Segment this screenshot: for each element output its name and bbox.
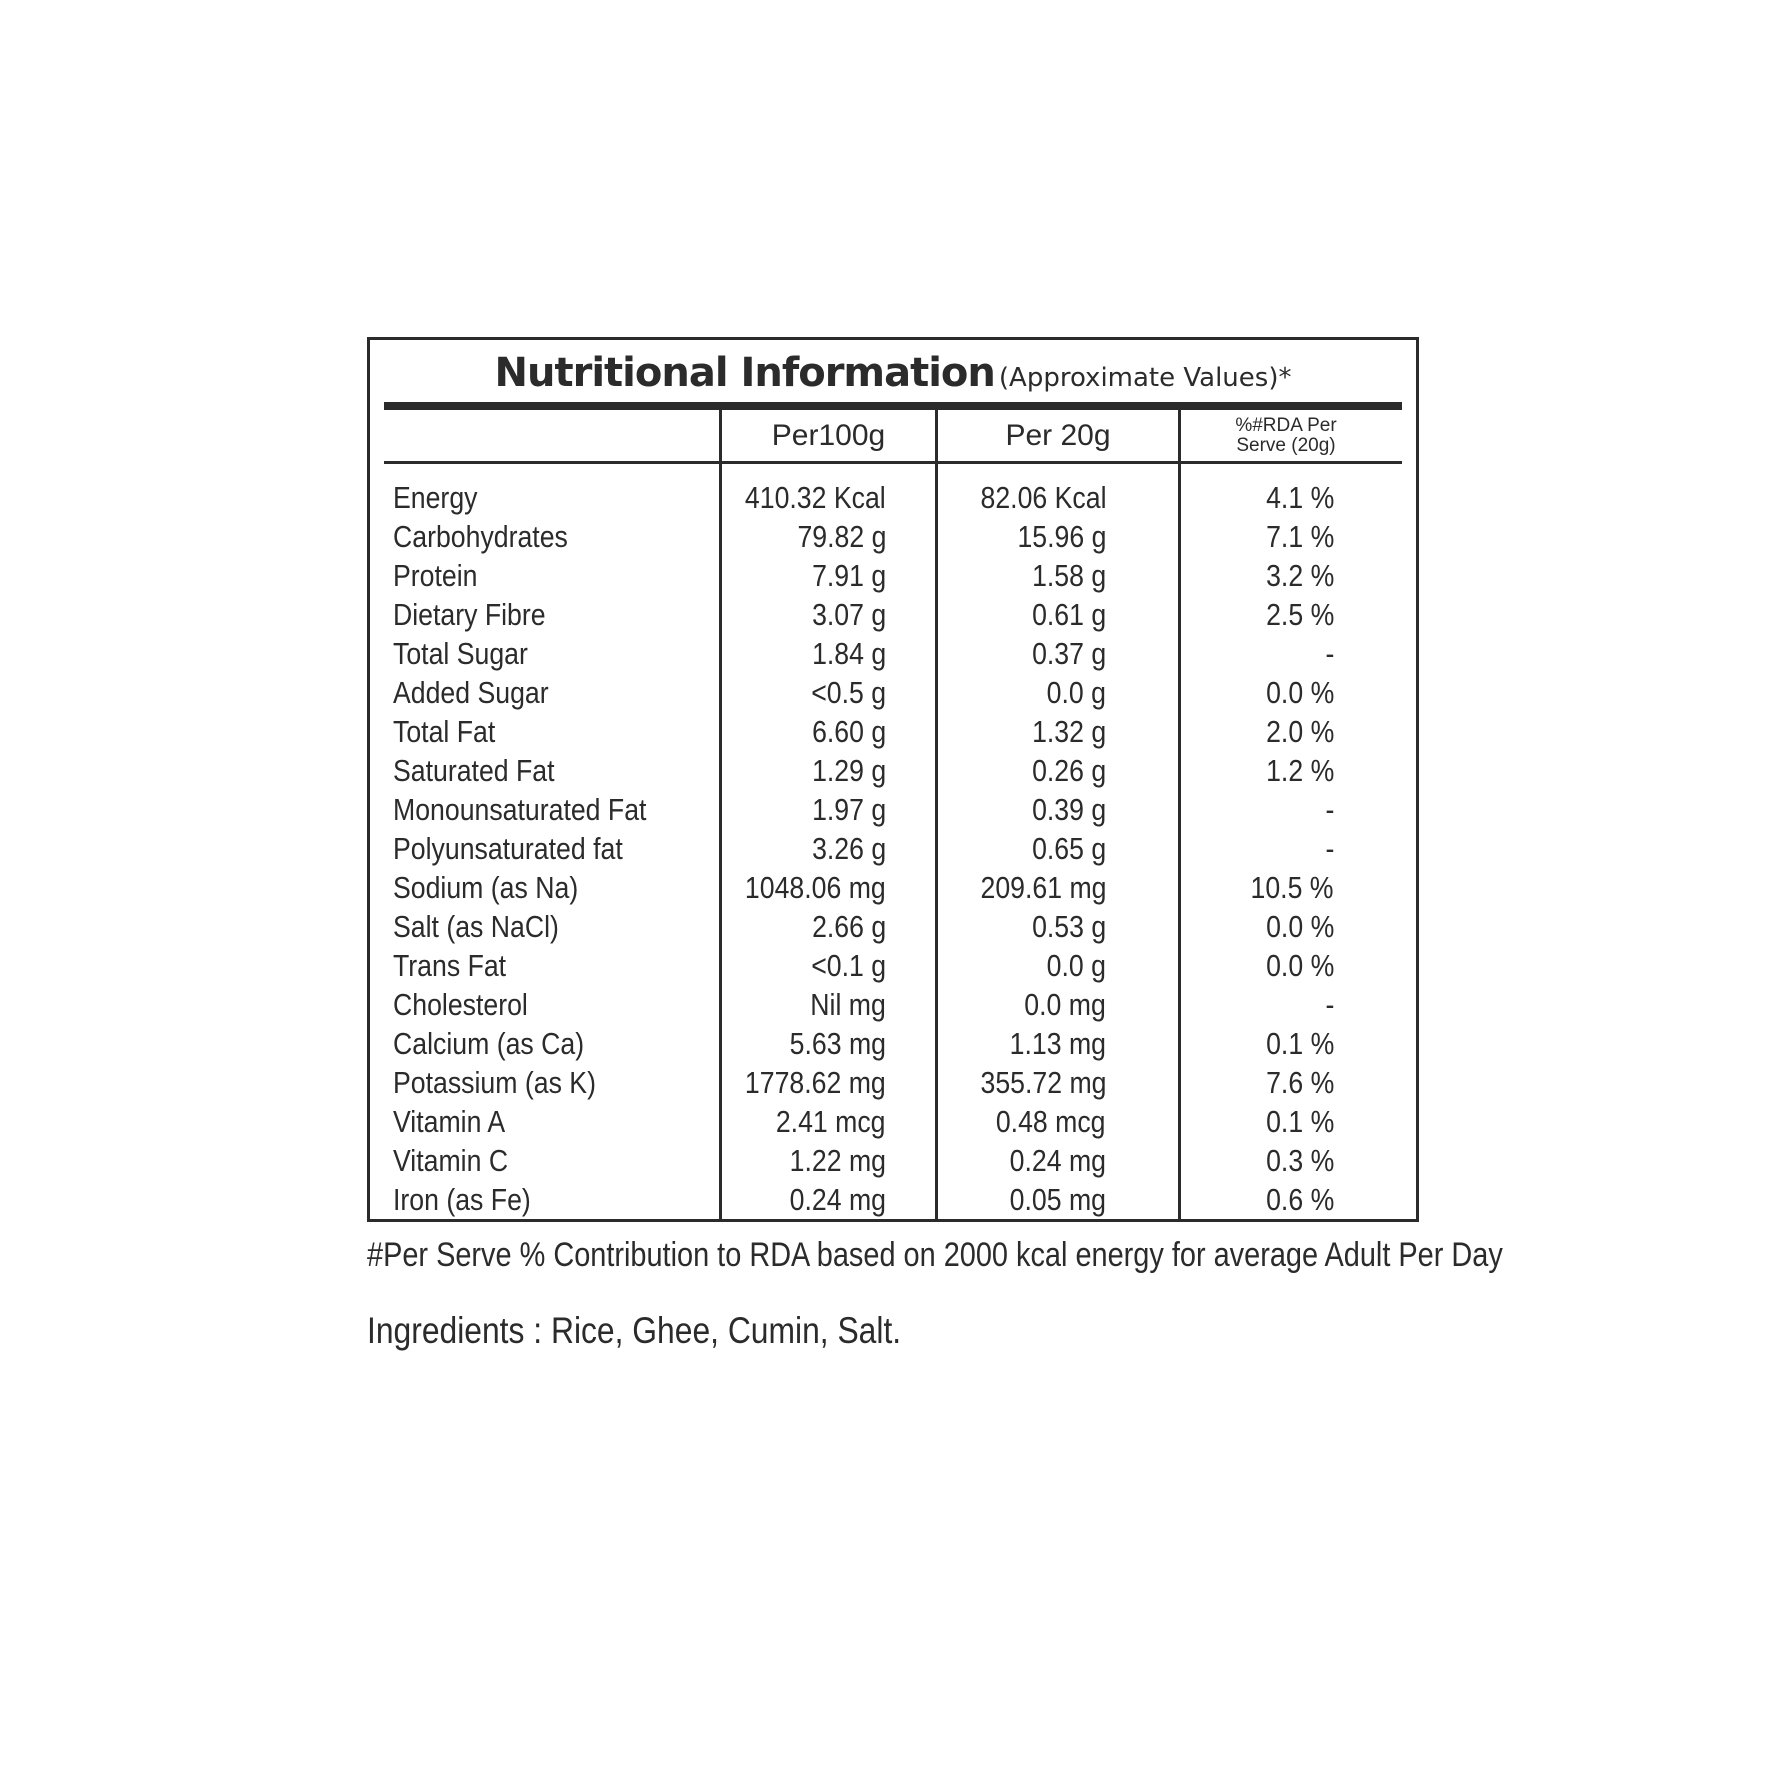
- value-per20g: 1.58 g: [1031, 558, 1106, 593]
- value-per20g: 0.61 g: [1031, 597, 1106, 632]
- table-row: [370, 712, 1416, 751]
- title-divider: [384, 402, 1402, 410]
- value-per20g: 0.24 mg: [1009, 1143, 1106, 1178]
- nutrient-name: Polyunsaturated fat: [393, 831, 623, 866]
- value-per20g: 15.96 g: [1017, 519, 1106, 554]
- value-per100g: 6.60 g: [811, 714, 886, 749]
- value-per100g: 1.84 g: [811, 636, 886, 671]
- table-row: [370, 790, 1416, 829]
- value-per20g: 0.53 g: [1031, 909, 1106, 944]
- value-rda: -: [1325, 831, 1334, 866]
- value-rda: 7.6 %: [1265, 1065, 1334, 1100]
- value-per100g: 1.22 mg: [789, 1143, 886, 1178]
- value-per20g: 82.06 Kcal: [980, 480, 1106, 515]
- value-rda: 3.2 %: [1265, 558, 1334, 593]
- value-per100g: 2.41 mcg: [776, 1104, 886, 1139]
- nutrition-panel: [367, 337, 1419, 1222]
- table-row: [370, 829, 1416, 868]
- table-row: [370, 634, 1416, 673]
- table-row: [370, 985, 1416, 1024]
- value-per20g: 0.0 g: [1046, 948, 1106, 983]
- value-per20g: 0.0 mg: [1024, 987, 1106, 1022]
- value-rda: 0.1 %: [1265, 1026, 1334, 1061]
- nutrient-name: Dietary Fibre: [393, 597, 546, 632]
- value-per100g: <0.1 g: [811, 948, 886, 983]
- value-rda: -: [1325, 987, 1334, 1022]
- value-rda: 0.0 %: [1265, 675, 1334, 710]
- value-rda: 7.1 %: [1265, 519, 1334, 554]
- table-row: [370, 517, 1416, 556]
- nutrient-name: Vitamin A: [393, 1104, 506, 1139]
- nutrient-name: Protein: [393, 558, 478, 593]
- ingredients-text: Ingredients : Rice, Ghee, Cumin, Salt.: [367, 1310, 902, 1351]
- table-row: [370, 907, 1416, 946]
- table-row: [370, 1024, 1416, 1063]
- value-rda: 0.6 %: [1265, 1182, 1334, 1217]
- nutrient-name: Total Fat: [393, 714, 496, 749]
- rda-header-line1: %#RDA Per: [1235, 414, 1337, 436]
- value-rda: 1.2 %: [1265, 753, 1334, 788]
- value-per20g: 0.05 mg: [1009, 1182, 1106, 1217]
- nutrient-name: Monounsaturated Fat: [393, 792, 647, 827]
- table-row: [370, 595, 1416, 634]
- nutrient-name: Total Sugar: [393, 636, 528, 671]
- value-rda: 4.1 %: [1265, 480, 1334, 515]
- value-per100g: 5.63 mg: [789, 1026, 886, 1061]
- nutrient-name: Sodium (as Na): [393, 870, 579, 905]
- nutrient-name: Potassium (as K): [393, 1065, 596, 1100]
- value-per100g: 7.91 g: [811, 558, 886, 593]
- table-row: [370, 751, 1416, 790]
- value-per20g: 355.72 mg: [980, 1065, 1106, 1100]
- value-per100g: 0.24 mg: [789, 1182, 886, 1217]
- value-per100g: 3.07 g: [811, 597, 886, 632]
- value-per100g: 1.29 g: [811, 753, 886, 788]
- value-rda: 2.5 %: [1265, 597, 1334, 632]
- value-per100g: 1048.06 mg: [745, 870, 886, 905]
- nutrient-rows: [370, 478, 1416, 1219]
- value-rda: -: [1325, 792, 1334, 827]
- value-rda: 10.5 %: [1250, 870, 1334, 905]
- nutrient-name: Carbohydrates: [393, 519, 568, 554]
- nutrient-name: Iron (as Fe): [393, 1182, 531, 1217]
- value-per20g: 0.39 g: [1031, 792, 1106, 827]
- column-header-per100g: Per100g: [771, 418, 886, 452]
- nutrient-name: Energy: [393, 480, 478, 515]
- value-per20g: 0.0 g: [1046, 675, 1106, 710]
- table-row: [370, 1180, 1416, 1219]
- value-rda: 0.3 %: [1265, 1143, 1334, 1178]
- table-row: [370, 868, 1416, 907]
- value-rda: 0.0 %: [1265, 948, 1334, 983]
- value-per100g: 1.97 g: [811, 792, 886, 827]
- value-per20g: 1.13 mg: [1009, 1026, 1106, 1061]
- nutrient-name: Salt (as NaCl): [393, 909, 559, 944]
- value-per100g: Nil mg: [810, 987, 886, 1022]
- rda-footnote: #Per Serve % Contribution to RDA based on 2000 kcal energy for average Adult Per Day: [367, 1236, 1503, 1274]
- table-row: [370, 946, 1416, 985]
- table-row: [370, 1141, 1416, 1180]
- value-per20g: 0.26 g: [1031, 753, 1106, 788]
- table-row: [370, 478, 1416, 517]
- value-per20g: 0.65 g: [1031, 831, 1106, 866]
- value-per20g: 0.37 g: [1031, 636, 1106, 671]
- value-rda: 0.0 %: [1265, 909, 1334, 944]
- panel-title: [370, 350, 1416, 396]
- nutrient-name: Added Sugar: [393, 675, 549, 710]
- nutrient-name: Saturated Fat: [393, 753, 555, 788]
- value-per100g: 410.32 Kcal: [745, 480, 886, 515]
- rda-header-line2: Serve (20g): [1236, 434, 1336, 456]
- table-row: [370, 556, 1416, 595]
- value-per100g: 3.26 g: [811, 831, 886, 866]
- value-rda: 0.1 %: [1265, 1104, 1334, 1139]
- nutrient-name: Trans Fat: [393, 948, 507, 983]
- column-header-per20g: Per 20g: [1005, 418, 1111, 452]
- value-per100g: 2.66 g: [811, 909, 886, 944]
- nutrient-name: Vitamin C: [393, 1143, 509, 1178]
- value-per20g: 209.61 mg: [980, 870, 1106, 905]
- header-divider: [384, 461, 1402, 464]
- value-per100g: 1778.62 mg: [745, 1065, 886, 1100]
- value-per100g: 79.82 g: [797, 519, 886, 554]
- nutrient-name: Cholesterol: [393, 987, 528, 1022]
- value-per100g: <0.5 g: [811, 675, 886, 710]
- title-main: Nutritional Information: [494, 350, 995, 396]
- table-row: [370, 1063, 1416, 1102]
- value-per20g: 0.48 mcg: [996, 1104, 1106, 1139]
- value-per20g: 1.32 g: [1031, 714, 1106, 749]
- column-header-rda: [1181, 410, 1391, 461]
- value-rda: -: [1325, 636, 1334, 671]
- table-row: [370, 1102, 1416, 1141]
- nutrient-name: Calcium (as Ca): [393, 1026, 585, 1061]
- value-rda: 2.0 %: [1265, 714, 1334, 749]
- title-subtitle: (Approximate Values)*: [998, 363, 1292, 393]
- table-row: [370, 673, 1416, 712]
